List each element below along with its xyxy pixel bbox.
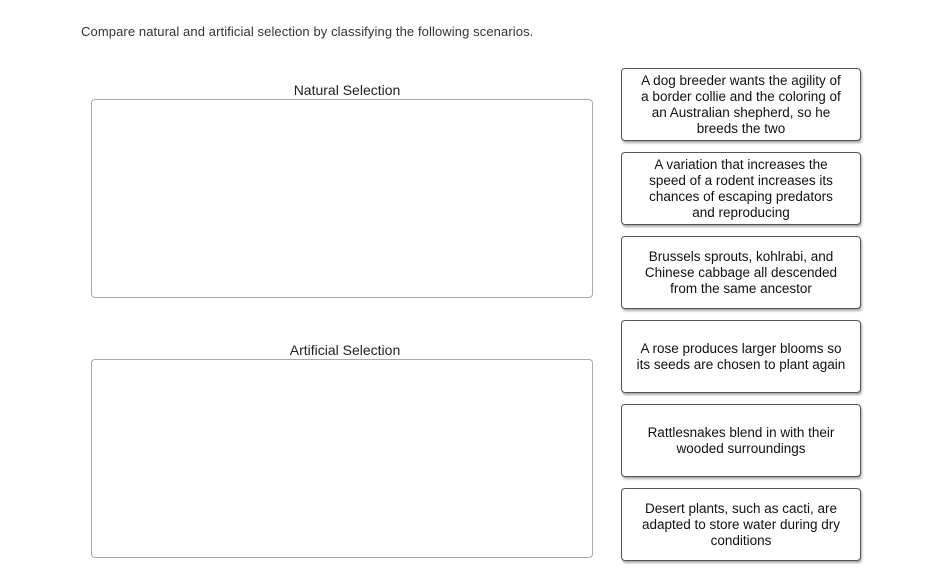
scenario-card-desert-plants[interactable] [621,488,861,561]
scenario-card-text: A variation that increases the speed of a rodent increases its chances of escaping predators and reproducing [649,156,833,220]
scenario-card-dog-breeder[interactable] [621,68,861,141]
natural-selection-title: Natural Selection [293,82,401,98]
scenario-card-rose-blooms[interactable] [621,320,861,393]
scenario-card-rodent-speed[interactable] [621,152,861,225]
instructions-text: Compare natural and artificial selection by classifying the following scenarios. [81,24,534,39]
artificial-selection-drop-zone[interactable] [91,359,593,558]
scenario-card-text: Brussels sprouts, kohlrabi, and Chinese cabbage all descended from the same ancestor [644,248,838,296]
scenario-card-brussels-sprouts[interactable] [621,236,861,309]
scenario-card-text: Rattlesnakes blend in with their wooded surroundings [647,424,835,456]
artificial-selection-title: Artificial Selection [289,342,401,358]
scenario-card-text: Desert plants, such as cacti, are adapted to store water during dry conditions [641,500,841,548]
scenario-card-text: A rose produces larger blooms so its seeds are chosen to plant again [636,340,846,372]
natural-selection-drop-zone[interactable] [91,99,593,298]
scenario-card-rattlesnakes[interactable] [621,404,861,477]
scenario-card-text: A dog breeder wants the agility of a border collie and the coloring of an Australian shepherd, so he breeds the two [641,72,841,136]
